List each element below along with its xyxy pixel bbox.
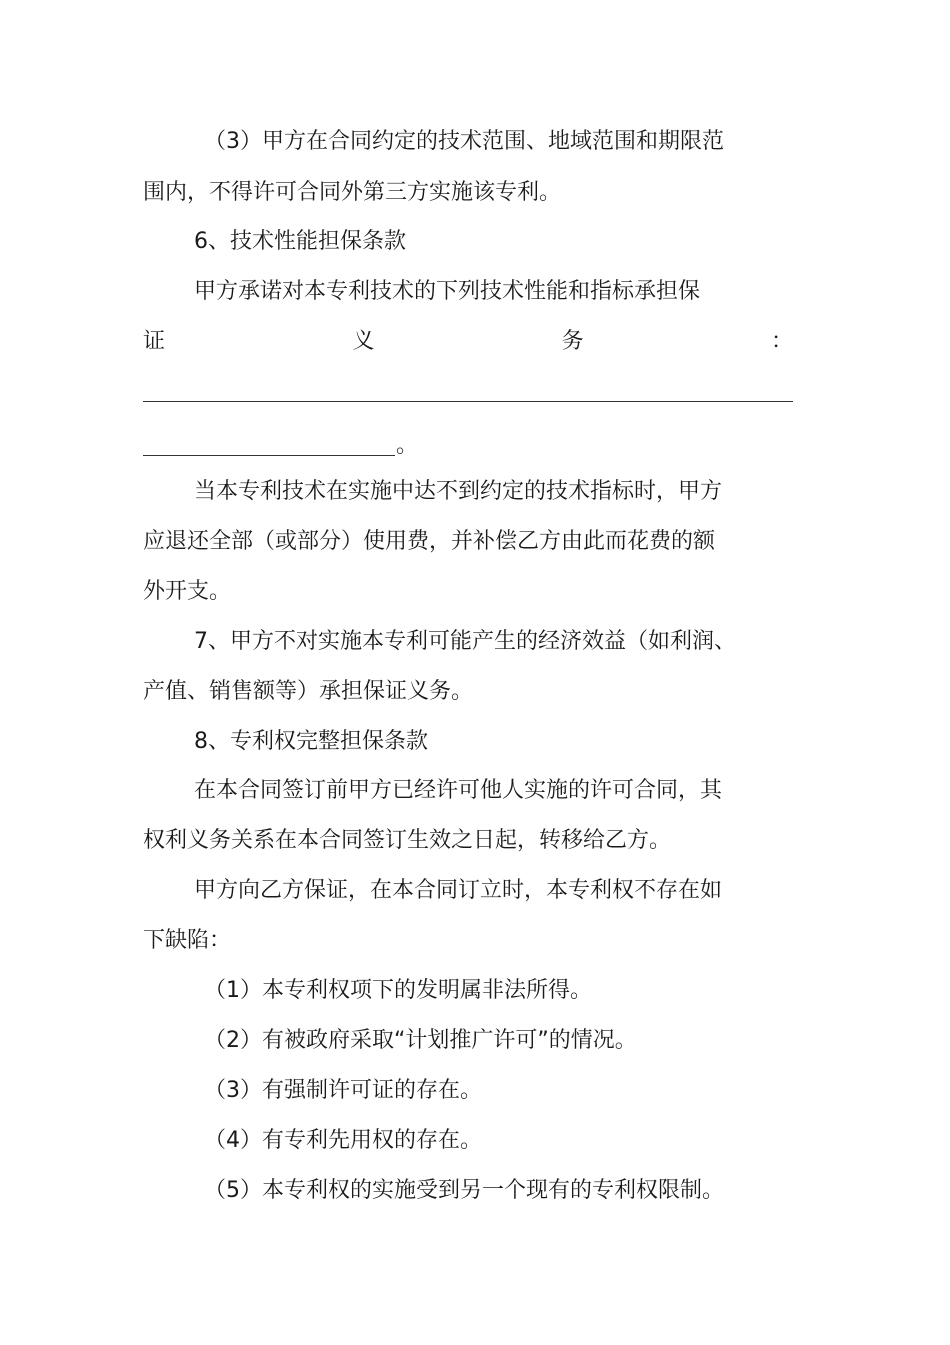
paragraph-line: （3）甲方在合同约定的技术范围、地域范围和期限范	[204, 129, 724, 154]
list-item: （5）本专利权的实施受到另一个现有的专利权限制。	[204, 1178, 724, 1203]
paragraph-line: 甲方向乙方保证，在本合同订立时，本专利权不存在如	[194, 878, 723, 903]
paragraph-line: 在本合同签订前甲方已经许可他人实施的许可合同，其	[194, 778, 723, 803]
list-item: （3）有强制许可证的存在。	[204, 1078, 482, 1103]
paragraph-line: 当本专利技术在实施中达不到约定的技术指标时，甲方	[194, 479, 723, 504]
paragraph-line: 权利义务关系在本合同签订生效之日起，转移给乙方。	[143, 828, 672, 853]
justified-char: 务	[561, 329, 584, 354]
paragraph-line: 应退还全部（或部分）使用费，并补偿乙方由此而花费的额	[143, 529, 716, 554]
paragraph-line: 甲方承诺对本专利技术的下列技术性能和指标承担保	[194, 279, 701, 304]
justified-line	[143, 327, 793, 357]
justified-char: 证	[143, 329, 166, 354]
justified-char: 义	[352, 329, 375, 354]
fill-in-blank-line	[143, 455, 395, 456]
paragraph-line: 围内，不得许可合同外第三方实施该专利。	[143, 180, 562, 205]
list-item: （1）本专利权项下的发明属非法所得。	[204, 978, 592, 1003]
justified-char: ：	[770, 329, 793, 354]
fill-in-blank-line	[143, 401, 793, 402]
section-heading-6: 6、技术性能担保条款	[194, 229, 406, 254]
paragraph-line: 下缺陷：	[143, 928, 232, 953]
list-item: （4）有专利先用权的存在。	[204, 1128, 482, 1153]
blank-end-punctuation: 。	[396, 433, 419, 458]
section-heading-7: 7、甲方不对实施本专利可能产生的经济效益（如利润、	[194, 629, 736, 654]
list-item: （2）有被政府采取“计划推广许可”的情况。	[204, 1028, 637, 1053]
section-heading-8: 8、专利权完整担保条款	[194, 729, 428, 754]
paragraph-line: 外开支。	[143, 579, 232, 604]
paragraph-line: 产值、销售额等）承担保证义务。	[143, 679, 474, 704]
